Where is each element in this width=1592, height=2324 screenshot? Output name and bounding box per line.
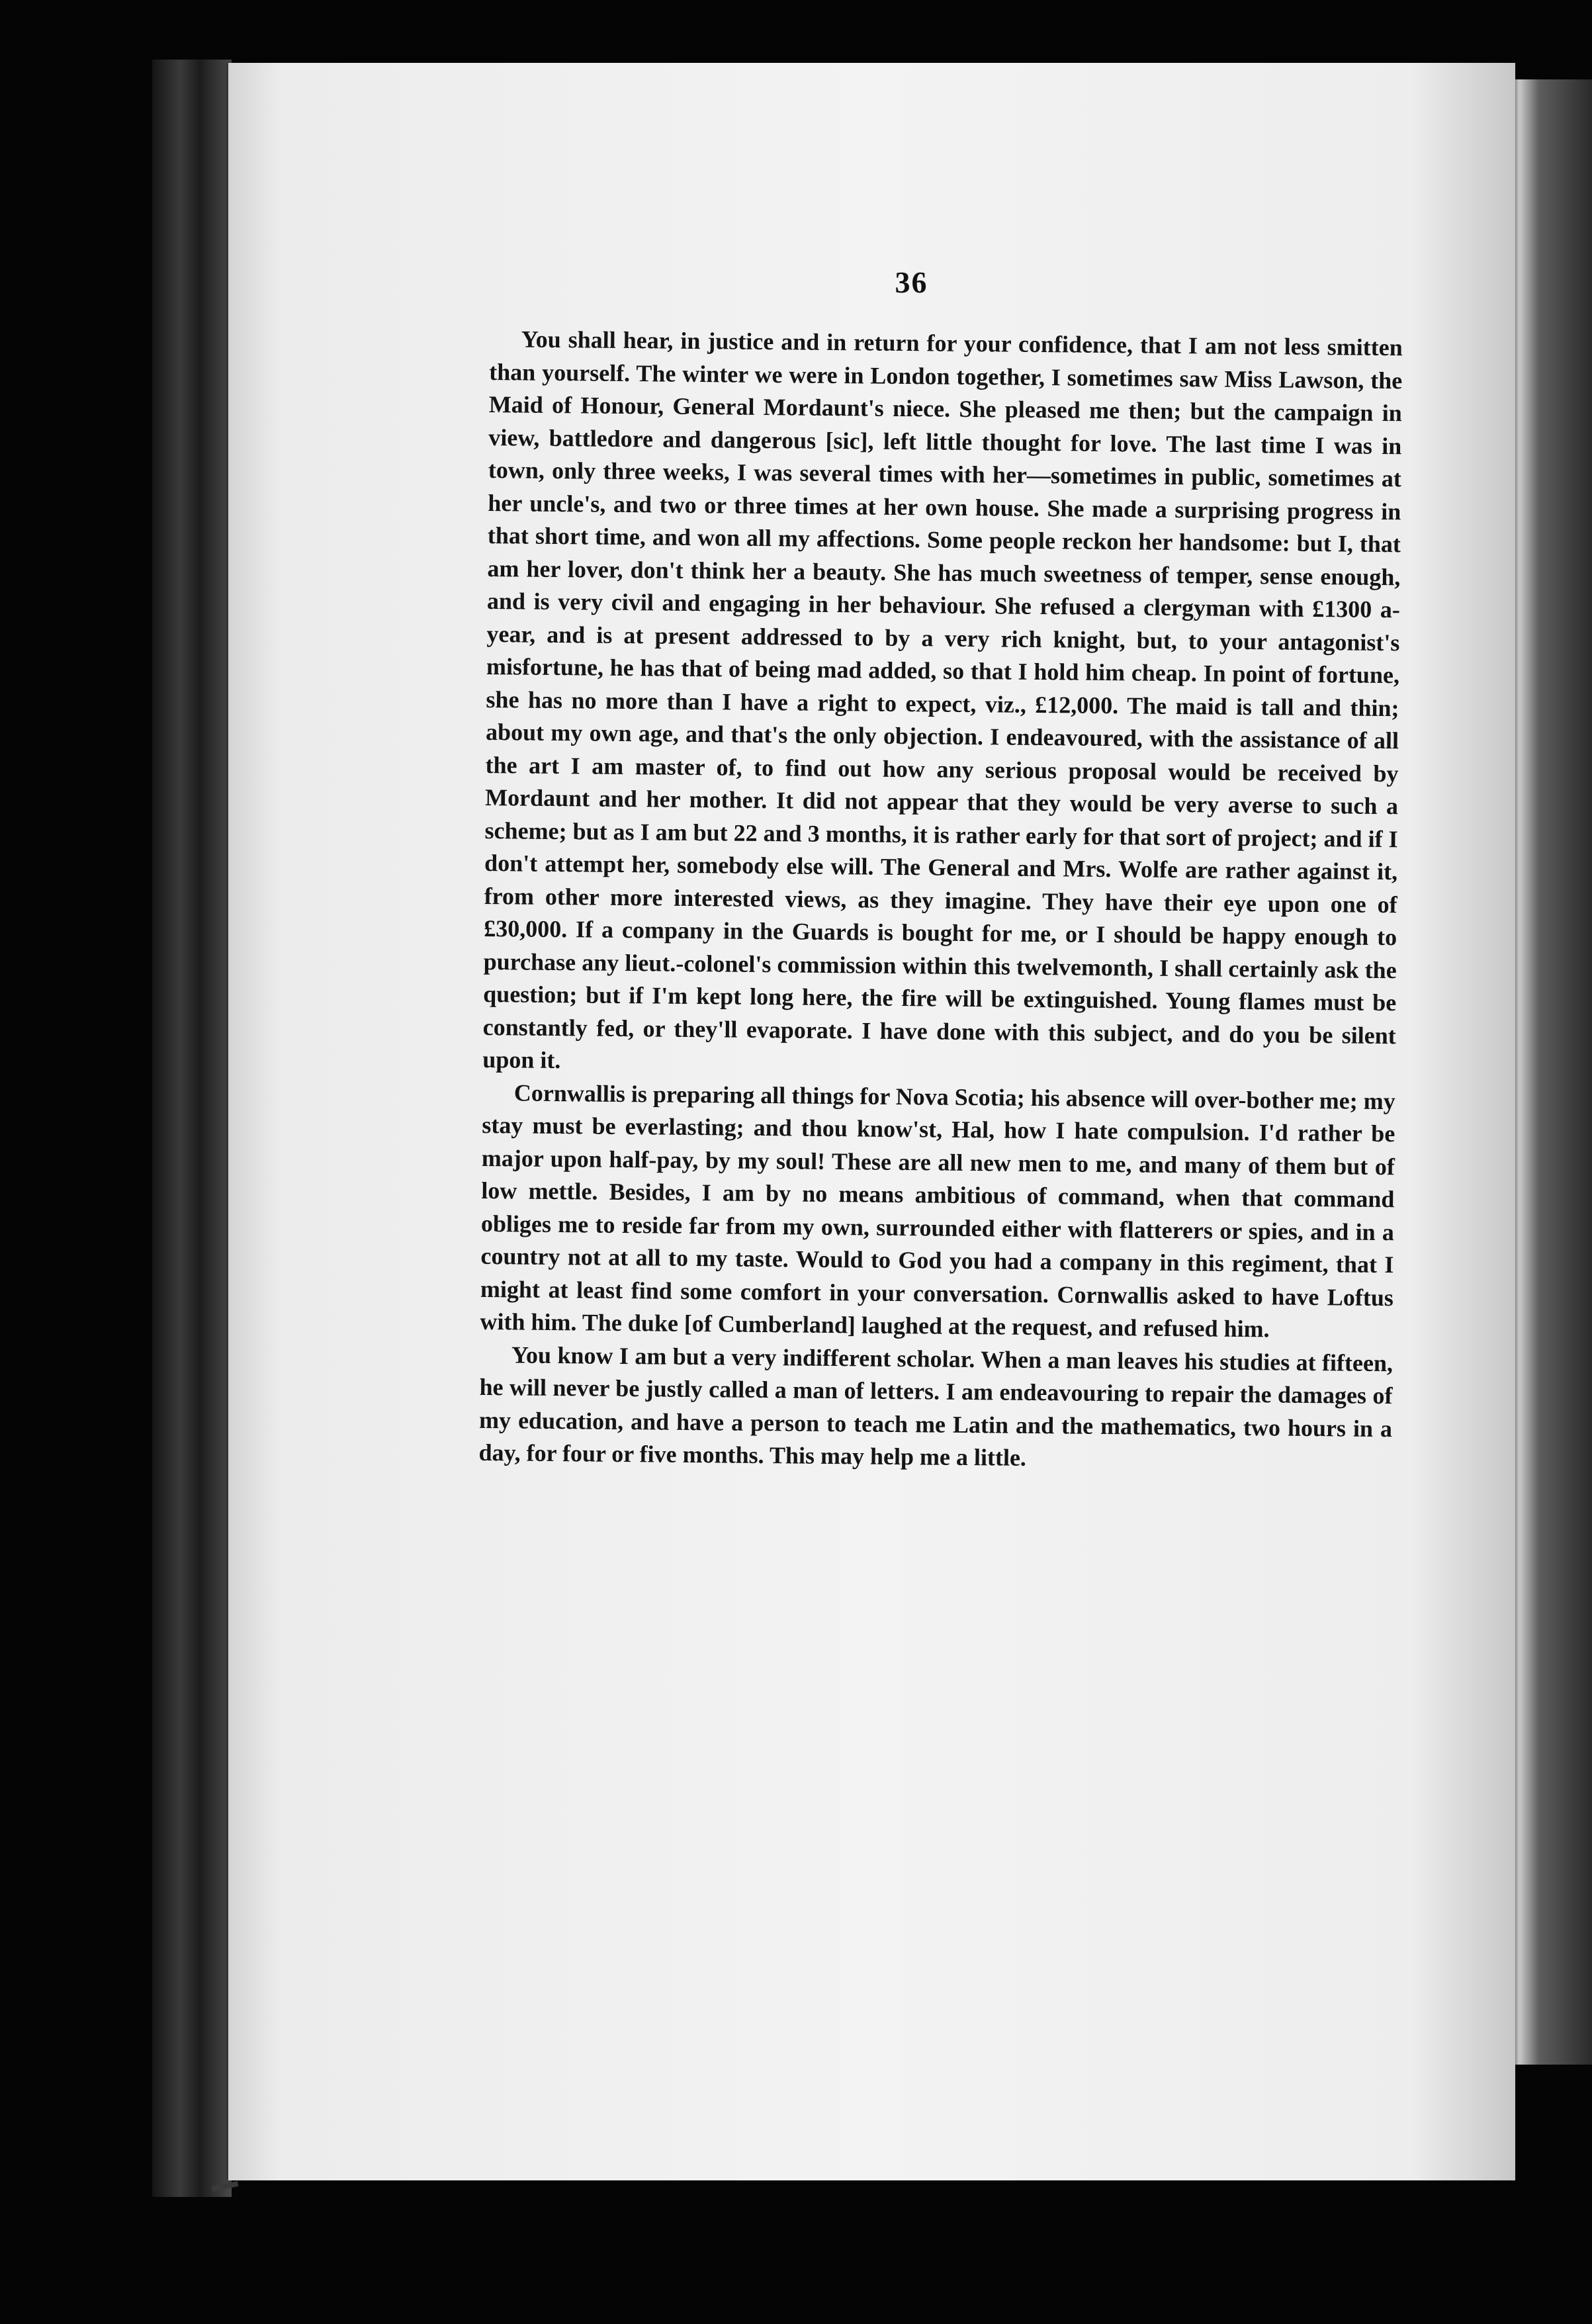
paragraph-2: Cornwallis is preparing all things for Nova Scotia; his absence will over-bother me; my stay must be everlasting; and thou know'st, Hal, how I hate compulsion. I'd rather be major upon half-pay, by my soul! These are all new men to me, and many of them but of low mettle. Besides, I am by no means ambitious of command, when that command obliges me to reside far from my own, surrounded either with flatterers or spies, and in a country not at all to my taste. Would to God you had a company in this regiment, that I might at least find some comfort in your conversation. Cornwallis asked to have Loftus with him. The duke [of Cumberland] laughed at the request, and refused him. [480,1079,1395,1343]
paragraph-1: You shall hear, in justice and in return for your confidence, that I am not less smitten than yourself. The winter we were in London together, I sometimes saw Miss Lawson, the Maid of Honour, General Mordaunt's niece. She pleased me then; but the campaign in view, battledore and dangerous [sic], left little thought for love. The last time I was in town, only three weeks, I was several times with her—sometimes in public, sometimes at her uncle's, and two or three times at her own house. She made a surprising progress in that short time, and won all my affections. Some people reckon her handsome: but I, that am her lover, don't think her a beauty. She has much sweetness of temper, sense enough, and is very civil and engaging in her behaviour. She refused a clergyman with £1300 a-year, and is at present addressed to by a very rich knight, but, to your antagonist's misfortune, he has that of being mad added, so that I hold him cheap. In point of fortune, she has no more than I have a right to expect, viz., £12,000. The maid is tall and thin; about my own age, and that's the only objection. I endeavoured, with the assistance of all the art I am master of, to find out how any serious proposal would be received by Mordaunt and her mother. It did not appear that they would be very averse to such a scheme; but as I am but 22 and 3 months, it is rather early for that sort of project; and if I don't attempt her, somebody else will. The General and Mrs. Wolfe are rather against it, from other more interested views, as they imagine. They have their eye upon one of £30,000. If a company in the Guards is bought for me, or I should be happy enough to purchase any lieut.-colonel's commission within this twelvemonth, I shall certainly ask the question; but if I'm kept long here, the fire will be extinguished. Young flames must be constantly fed, or they'll evaporate. I have done with this subject, and do you be silent upon it. [482,326,1403,1074]
paragraph-3: You know I am but a very indifferent scholar. When a man leaves his studies at fifteen, he will never be justly called a man of letters. I am endeavouring to repair the damages of my education, and have a person to teach me Latin and the mathematics, two hours in a day, for four or five months. This may help me a little. [478,1341,1393,1471]
body-text [478,323,1403,1478]
page-number: 36 [895,265,928,299]
book-spine-shadow [152,60,232,2197]
